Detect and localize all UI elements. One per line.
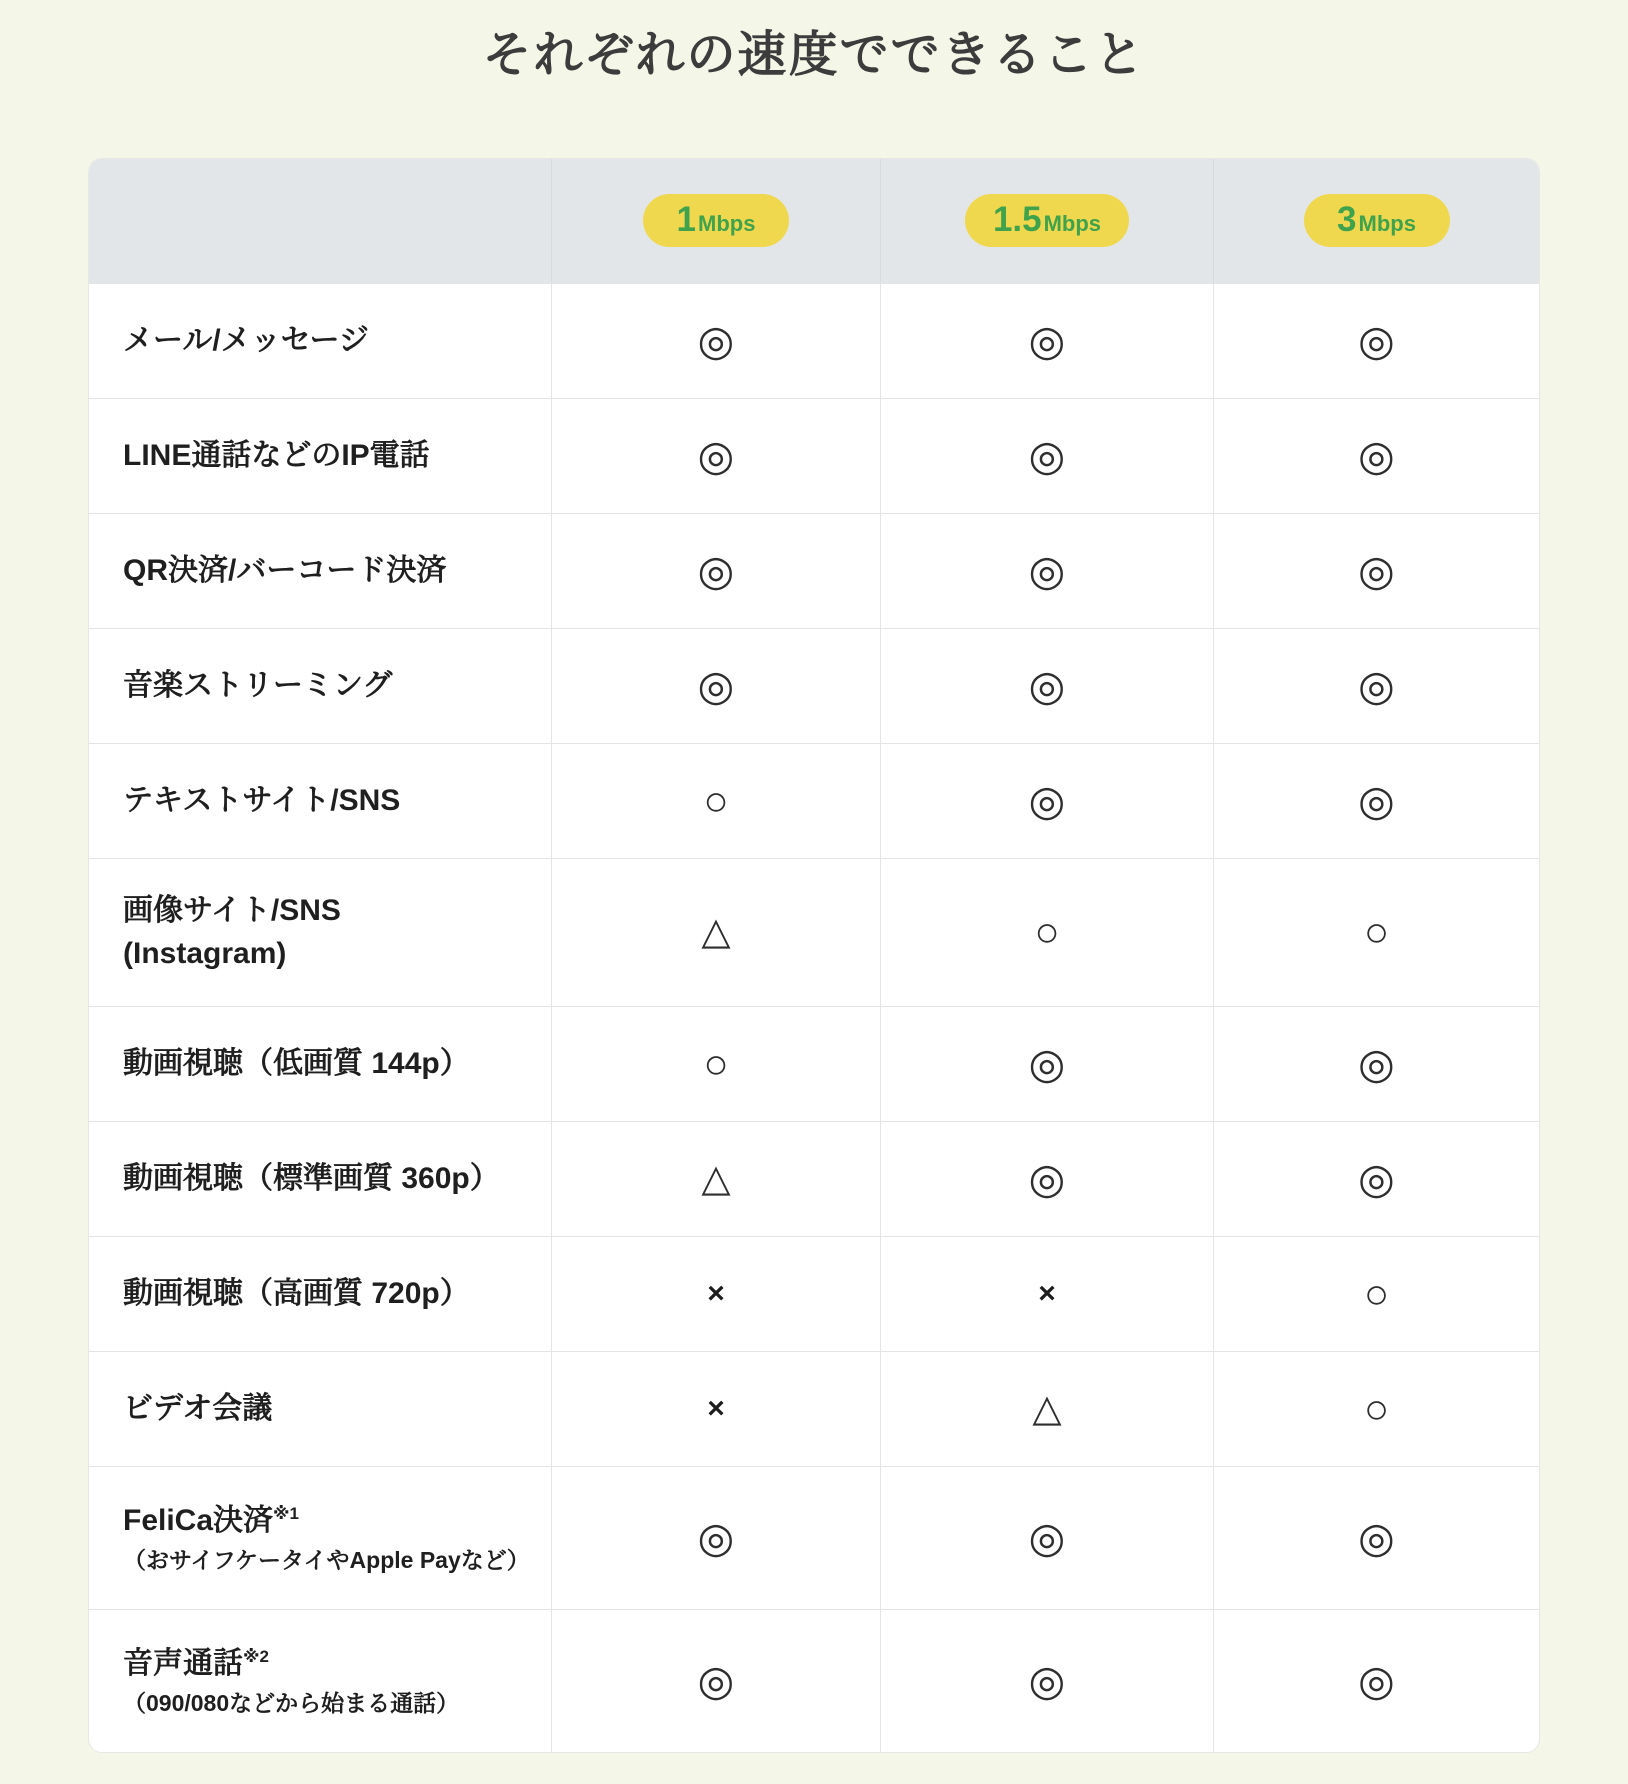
row-label-cell xyxy=(89,1352,551,1466)
rating-cell-1mbps xyxy=(551,399,880,513)
speed-unit: Mbps xyxy=(1358,211,1416,237)
speed-value: 1 xyxy=(676,200,696,240)
row-label: 動画視聴（低画質 144p） xyxy=(123,1046,470,1080)
row-label-cell xyxy=(89,284,551,398)
rating-cell-1-5mbps xyxy=(880,859,1213,1006)
rating-cell-1-5mbps xyxy=(880,1237,1213,1351)
rating-symbol: ◎ xyxy=(697,1513,735,1561)
speed-value: 1.5 xyxy=(992,200,1042,240)
footnote-marker: ※2 xyxy=(243,1647,269,1667)
rating-cell-1-5mbps xyxy=(880,744,1213,858)
row-sublabel: （090/080などから始まる通話） xyxy=(123,1689,460,1716)
rating-symbol: △ xyxy=(701,1157,731,1200)
header-empty-cell xyxy=(89,159,551,283)
rating-cell-1mbps xyxy=(551,514,880,628)
rating-symbol: ◎ xyxy=(1358,1656,1395,1704)
table-row-line-call xyxy=(89,398,1539,513)
rating-symbol: ○ xyxy=(1034,908,1060,956)
row-label: 動画視聴（高画質 720p） xyxy=(123,1276,470,1310)
rating-cell-1mbps xyxy=(551,284,880,398)
rating-cell-3mbps xyxy=(1213,629,1539,743)
row-label: テキストサイト/SNS xyxy=(123,783,401,817)
rating-cell-1mbps xyxy=(551,744,880,858)
row-label-cell xyxy=(89,1237,551,1351)
row-label-cell xyxy=(89,1610,551,1752)
row-label: ビデオ会議 xyxy=(123,1391,273,1425)
table-row-video-144p xyxy=(89,1006,1539,1121)
rating-cell-1-5mbps xyxy=(880,514,1213,628)
table-row-text-sns xyxy=(89,743,1539,858)
rating-cell-3mbps xyxy=(1213,514,1539,628)
rating-cell-1-5mbps xyxy=(880,1610,1213,1752)
rating-symbol: ◎ xyxy=(1028,1039,1066,1087)
row-label-cell xyxy=(89,1467,551,1609)
rating-symbol: ◎ xyxy=(1028,316,1066,364)
speed-value: 3 xyxy=(1337,200,1357,240)
row-label-cell xyxy=(89,399,551,513)
speed-badge-3mbps xyxy=(1304,194,1450,247)
rating-symbol: ◎ xyxy=(1028,546,1066,594)
speed-badge-1-5mbps xyxy=(965,194,1129,247)
rating-symbol: ◎ xyxy=(1358,1154,1395,1202)
rating-cell-1-5mbps xyxy=(880,1007,1213,1121)
row-sublabel: （おサイフケータイやApple Payなど） xyxy=(123,1546,530,1573)
table-row-qr-pay xyxy=(89,513,1539,628)
rating-symbol: ◎ xyxy=(697,316,735,364)
speed-unit: Mbps xyxy=(698,211,756,237)
rating-symbol: ◎ xyxy=(1358,1039,1395,1087)
table-row-video-720p xyxy=(89,1236,1539,1351)
row-label: QR決済/バーコード決済 xyxy=(123,553,447,587)
rating-symbol: ◎ xyxy=(1358,1513,1395,1561)
rating-symbol: ○ xyxy=(1363,1384,1390,1432)
table-header-row xyxy=(89,159,1539,283)
rating-cell-3mbps xyxy=(1213,859,1539,1006)
table-row-mail xyxy=(89,283,1539,398)
row-label: 音楽ストリーミング xyxy=(123,668,393,702)
rating-cell-1mbps xyxy=(551,1122,880,1236)
rating-cell-3mbps xyxy=(1213,1007,1539,1121)
rating-cell-1mbps xyxy=(551,1610,880,1752)
row-label-cell xyxy=(89,514,551,628)
header-cell-1mbps xyxy=(551,159,880,283)
page-title: それぞれの速度でできること xyxy=(482,28,1146,82)
rating-symbol: ◎ xyxy=(1358,546,1395,594)
rating-cell-3mbps xyxy=(1213,1237,1539,1351)
rating-cell-1-5mbps xyxy=(880,284,1213,398)
table-row-video-conference xyxy=(89,1351,1539,1466)
rating-symbol: △ xyxy=(701,911,731,954)
row-label: LINE通話などのIP電話 xyxy=(123,438,430,472)
row-label: メール/メッセージ xyxy=(123,323,369,357)
footnote-marker: ※1 xyxy=(273,1504,300,1524)
speed-unit: Mbps xyxy=(1043,211,1102,237)
row-label: 動画視聴（標準画質 360p） xyxy=(123,1161,500,1195)
row-label: 画像サイト/SNS xyxy=(123,893,341,927)
rating-symbol: ◎ xyxy=(697,661,735,709)
rating-symbol: ◎ xyxy=(1028,1154,1066,1202)
rating-symbol: ◎ xyxy=(1358,431,1395,479)
rating-symbol: ◎ xyxy=(1028,1656,1066,1704)
rating-cell-1mbps xyxy=(551,859,880,1006)
rating-cell-1mbps xyxy=(551,1352,880,1466)
rating-cell-1-5mbps xyxy=(880,1352,1213,1466)
rating-cell-3mbps xyxy=(1213,744,1539,858)
table-row-voice-call xyxy=(89,1609,1539,1752)
rating-symbol: ◎ xyxy=(1028,661,1066,709)
rating-symbol: ◎ xyxy=(1028,776,1066,824)
header-cell-1-5mbps xyxy=(880,159,1213,283)
rating-cell-1mbps xyxy=(551,1237,880,1351)
rating-cell-1-5mbps xyxy=(880,399,1213,513)
row-label-text: 音声通話 xyxy=(123,1647,243,1681)
row-label-text: FeliCa決済 xyxy=(123,1504,274,1538)
table-row-image-sns xyxy=(89,858,1539,1006)
row-label-cell xyxy=(89,629,551,743)
table-row-music-streaming xyxy=(89,628,1539,743)
rating-symbol: ○ xyxy=(1363,908,1390,956)
rating-symbol: × xyxy=(707,1276,725,1310)
rating-cell-1mbps xyxy=(551,1007,880,1121)
rating-symbol: ◎ xyxy=(697,431,735,479)
rating-cell-3mbps xyxy=(1213,399,1539,513)
header-cell-3mbps xyxy=(1213,159,1539,283)
rating-symbol: × xyxy=(1038,1276,1056,1310)
row-label xyxy=(123,1642,269,1686)
rating-symbol: ○ xyxy=(1363,1269,1390,1317)
rating-symbol: ◎ xyxy=(1358,776,1395,824)
rating-cell-3mbps xyxy=(1213,284,1539,398)
rating-symbol: △ xyxy=(1032,1387,1062,1430)
speed-badge-1mbps xyxy=(643,194,789,247)
row-label-cell xyxy=(89,744,551,858)
rating-symbol: ◎ xyxy=(697,546,735,594)
rating-cell-1-5mbps xyxy=(880,1122,1213,1236)
rating-symbol: ◎ xyxy=(1028,1513,1066,1561)
table-row-felica-pay xyxy=(89,1466,1539,1609)
rating-cell-1mbps xyxy=(551,629,880,743)
rating-symbol: × xyxy=(707,1391,725,1425)
rating-symbol: ◎ xyxy=(1358,661,1395,709)
row-label-cell xyxy=(89,859,551,1006)
row-label-line2: (Instagram) xyxy=(123,937,287,971)
rating-cell-1-5mbps xyxy=(880,629,1213,743)
rating-cell-1mbps xyxy=(551,1467,880,1609)
rating-symbol: ◎ xyxy=(1028,431,1066,479)
row-label-cell xyxy=(89,1122,551,1236)
rating-cell-3mbps xyxy=(1213,1352,1539,1466)
table-row-video-360p xyxy=(89,1121,1539,1236)
rating-symbol: ◎ xyxy=(697,1656,735,1704)
row-label xyxy=(123,1499,299,1543)
row-label-cell xyxy=(89,1007,551,1121)
rating-cell-3mbps xyxy=(1213,1122,1539,1236)
rating-symbol: ○ xyxy=(703,776,729,824)
rating-cell-3mbps xyxy=(1213,1467,1539,1609)
rating-cell-1-5mbps xyxy=(880,1467,1213,1609)
rating-cell-3mbps xyxy=(1213,1610,1539,1752)
speed-comparison-table xyxy=(88,158,1540,1753)
rating-symbol: ○ xyxy=(703,1039,729,1087)
rating-symbol: ◎ xyxy=(1358,316,1395,364)
